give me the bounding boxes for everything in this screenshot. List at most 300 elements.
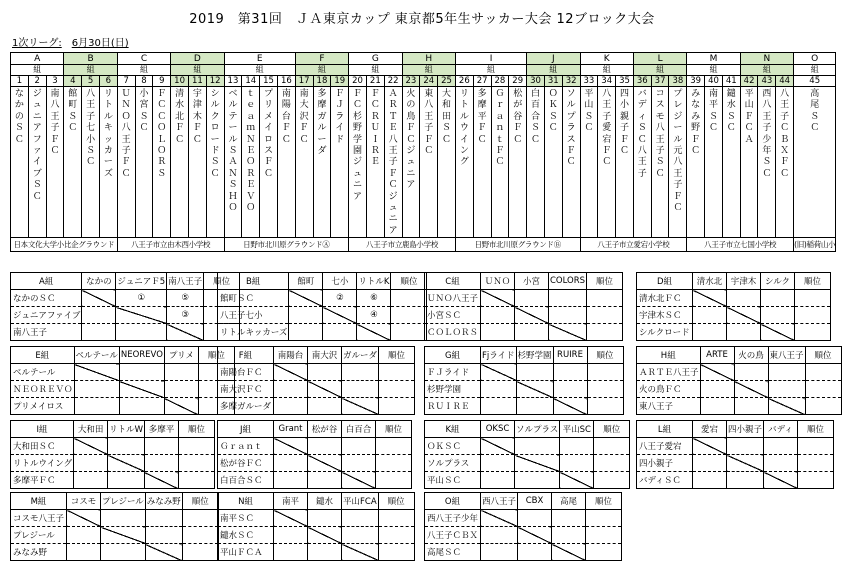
group-kumi: 組 — [224, 65, 295, 76]
league-col-head: Fjライド — [481, 347, 517, 364]
rank-cell — [805, 381, 841, 398]
league-row — [218, 455, 412, 472]
team-name: Ｇｒａｎｔ ＦＣ — [495, 89, 514, 168]
match-cell — [518, 544, 552, 561]
diagonal-cell — [164, 398, 198, 415]
rank-cell — [805, 398, 841, 415]
league-col-head: ベルテール — [74, 347, 119, 364]
league-row — [11, 381, 235, 398]
team-number: 14 — [242, 76, 260, 87]
team-name: 大和田ＳＣ — [442, 89, 452, 145]
league-col-head: ガルーダ — [342, 347, 379, 364]
group-letter: H — [402, 53, 455, 65]
league-row — [11, 455, 215, 472]
league-row — [218, 307, 427, 324]
group-letter: B — [64, 53, 117, 65]
match-cell — [553, 364, 587, 381]
rank-cell — [391, 307, 427, 324]
diagonal-cell — [74, 438, 108, 455]
diagonal-cell — [481, 290, 515, 307]
venue-row — [11, 238, 836, 252]
league-row-team: 四小親子 — [637, 455, 693, 472]
rank-cell — [379, 381, 415, 398]
league-row — [637, 290, 831, 307]
team-number: 31 — [544, 76, 562, 87]
match-cell — [552, 527, 586, 544]
league-col-head: 平山SC — [560, 421, 594, 438]
group-kumi: 組 — [349, 65, 402, 76]
rank-head: 順位 — [586, 493, 622, 510]
team-name: 八王子ＣＢＸＦＣ — [780, 89, 790, 179]
league-label: J組 — [218, 421, 274, 438]
team-number: 11 — [188, 76, 206, 87]
team-name: ＵＮＯ八王子ＦＣ — [121, 89, 131, 179]
match-cell — [82, 324, 116, 341]
league-row — [11, 290, 240, 307]
team-number: 18 — [313, 76, 331, 87]
match-cell — [308, 544, 342, 561]
league-label: G組 — [425, 347, 481, 364]
match-cell — [515, 290, 549, 307]
rank-cell — [795, 324, 831, 341]
group-kumi: 組 — [687, 65, 740, 76]
league-row — [425, 472, 630, 489]
match-cell — [764, 455, 798, 472]
match-cell: ③ — [167, 307, 204, 324]
league-row-team: ＣＯＬＯＲＳ — [425, 324, 481, 341]
league-row-team: 南大沢ＦＣ — [218, 381, 274, 398]
match-cell — [734, 398, 768, 415]
match-cell — [308, 364, 342, 381]
rank-head: 順位 — [805, 347, 841, 364]
team-number: 38 — [669, 76, 687, 87]
match-cell — [481, 307, 515, 324]
team-number: 32 — [562, 76, 580, 87]
league-header-row — [218, 273, 427, 290]
diagonal-cell — [481, 438, 515, 455]
league-row-team: 火の鳥ＦＣ — [637, 381, 701, 398]
league-row — [11, 307, 240, 324]
league-col-head: 南陽台 — [274, 347, 308, 364]
league-label: L組 — [637, 421, 693, 438]
league-row-team: 鑓水ＳＣ — [218, 527, 274, 544]
group-letter: F — [295, 53, 348, 65]
team-name: ＦＣ ＲＵＩＲＥ — [370, 89, 389, 168]
league-row — [637, 381, 842, 398]
team-cell — [794, 87, 836, 238]
diagonal-cell — [167, 324, 204, 341]
league-row — [425, 324, 623, 341]
diagonal-cell — [357, 324, 391, 341]
diagonal-cell — [549, 324, 587, 341]
team-cell — [402, 87, 420, 238]
league-row — [218, 438, 412, 455]
diagonal-cell — [560, 472, 594, 489]
team-name: 平山ＦＣＡ — [744, 89, 754, 145]
group-letter: N — [740, 53, 793, 65]
diagonal-cell — [761, 324, 795, 341]
league-row-team: プリメイロス — [11, 398, 75, 415]
league-header-row — [218, 347, 415, 364]
team-number: 16 — [277, 76, 295, 87]
team-number: 45 — [794, 76, 836, 87]
team-name: プリメイロスＦＣ — [264, 89, 274, 179]
team-name: シルクロードＳＣ — [210, 89, 220, 179]
match-cell — [481, 381, 517, 398]
team-name: 南大沢ＦＣ — [299, 89, 309, 145]
match-cell — [274, 527, 308, 544]
match-cell — [108, 438, 145, 455]
diagonal-cell — [516, 381, 553, 398]
league-table-c — [424, 272, 623, 341]
team-name: 白百合ＳＣ — [531, 89, 541, 145]
league-row — [425, 381, 624, 398]
league-row — [11, 324, 240, 341]
match-cell: ⑤ — [167, 290, 204, 307]
league-col-head: 西八王子 — [481, 493, 518, 510]
team-name: みなみ野ＦＣ — [691, 89, 701, 157]
league-col-head: 宇津木 — [727, 273, 761, 290]
league-label: M組 — [11, 493, 67, 510]
league-row-team: なかのＳＣ — [11, 290, 82, 307]
team-cell — [135, 87, 153, 238]
league-label: D組 — [637, 273, 693, 290]
league-col-head: ジュニアＦ5 — [116, 273, 167, 290]
league-row — [218, 398, 415, 415]
match-cell — [82, 307, 116, 324]
team-name: リトルウイング — [459, 89, 469, 168]
league-col-head: 館町 — [289, 273, 323, 290]
league-table-o — [424, 492, 622, 561]
team-name: プレジール元八王子ＦＣ — [673, 89, 683, 214]
league-label: 1次リーグ: — [12, 38, 62, 49]
league-col-head: 鑓水 — [308, 493, 342, 510]
diagonal-cell — [145, 544, 182, 561]
league-col-head: 多摩平 — [144, 421, 178, 438]
match-cell — [549, 290, 587, 307]
team-number: 26 — [455, 76, 473, 87]
league-col-head: なかの — [82, 273, 116, 290]
match-cell — [74, 381, 119, 398]
rank-cell — [182, 544, 218, 561]
league-row — [218, 364, 415, 381]
match-cell — [552, 510, 586, 527]
rank-cell — [376, 438, 412, 455]
match-cell — [274, 472, 308, 489]
diagonal-cell — [700, 364, 734, 381]
rank-cell — [586, 544, 622, 561]
league-table-h — [636, 346, 842, 415]
match-cell — [764, 438, 798, 455]
league-col-head: 杉野学園 — [516, 347, 553, 364]
league-row — [425, 398, 624, 415]
group-kumi: 組 — [171, 65, 224, 76]
match-cell — [289, 307, 323, 324]
match-cell — [342, 527, 379, 544]
league-label: K組 — [425, 421, 481, 438]
rank-head: 順位 — [378, 493, 414, 510]
rank-cell — [379, 364, 415, 381]
match-cell — [274, 381, 308, 398]
match-cell — [101, 510, 146, 527]
group-kumi: 組 — [64, 65, 117, 76]
team-name: 鑓水ＳＣ — [726, 89, 736, 134]
team-name: ジュニアファイブＳＣ — [32, 89, 42, 202]
team-number: 27 — [473, 76, 491, 87]
match-cell — [481, 544, 518, 561]
team-cell — [455, 87, 473, 238]
group-kumi: 組 — [633, 65, 686, 76]
venue-name: 八王子市立由木西小学校 — [117, 238, 224, 252]
league-label: I組 — [11, 421, 74, 438]
league-table-g — [424, 346, 624, 415]
team-cell — [633, 87, 651, 238]
match-cell — [481, 472, 515, 489]
team-name: ベルテールＳＡＮＳＨＯ — [228, 89, 238, 214]
match-cell — [145, 510, 182, 527]
match-cell — [515, 438, 560, 455]
match-cell — [74, 455, 108, 472]
team-name: 多摩ガルーダ — [317, 89, 327, 157]
group-letter: K — [580, 53, 633, 65]
team-number: 25 — [438, 76, 456, 87]
team-cell — [740, 87, 758, 238]
rank-cell — [587, 290, 623, 307]
diagonal-cell — [553, 398, 587, 415]
rank-cell — [376, 455, 412, 472]
rank-cell — [178, 438, 214, 455]
match-cell — [342, 438, 376, 455]
league-row-team: 杉野学園 — [425, 381, 481, 398]
team-cell — [687, 87, 705, 238]
league-row — [637, 438, 834, 455]
venue-name: 日本文化大学小比企グラウンド — [11, 238, 118, 252]
league-table-a — [10, 272, 240, 341]
group-kumi: 組 — [740, 65, 793, 76]
league-row-team: ＡＲＴＥ八王子 — [637, 364, 701, 381]
rank-cell — [594, 438, 630, 455]
match-cell — [727, 438, 764, 455]
league-row-team: Ｇｒａｎｔ — [218, 438, 274, 455]
group-kumi: 組 — [295, 65, 348, 76]
league-row — [425, 455, 630, 472]
league-row-team: リトルウイング — [11, 455, 74, 472]
league-row-team: ＦＪライド — [425, 364, 481, 381]
match-cell — [727, 472, 764, 489]
match-cell — [74, 398, 119, 415]
rank-cell — [795, 307, 831, 324]
diagonal-cell — [768, 398, 805, 415]
team-name: 松が谷ＦＣ — [513, 89, 523, 145]
team-number: 43 — [758, 76, 776, 87]
diagonal-cell — [481, 364, 517, 381]
team-number: 22 — [384, 76, 402, 87]
rank-cell — [795, 290, 831, 307]
league-col-head: プリメ — [164, 347, 198, 364]
match-cell — [515, 324, 549, 341]
team-name: 八王子七小ＳＣ — [86, 89, 96, 168]
rank-cell — [586, 510, 622, 527]
group-letter: I — [455, 53, 526, 65]
league-col-head: 小宮 — [515, 273, 549, 290]
match-cell — [274, 398, 308, 415]
match-cell — [119, 398, 164, 415]
diagonal-cell — [342, 472, 376, 489]
group-letter: G — [349, 53, 402, 65]
league-col-head: ソルプラス — [515, 421, 560, 438]
league-row — [11, 472, 215, 489]
match-cell — [67, 544, 101, 561]
group-letter-row — [11, 53, 836, 65]
league-row — [425, 290, 623, 307]
diagonal-cell — [323, 307, 357, 324]
league-row — [637, 398, 842, 415]
league-row — [637, 364, 842, 381]
diagonal-cell — [116, 307, 167, 324]
league-header-row — [11, 493, 219, 510]
league-header-row — [425, 493, 622, 510]
league-row-team: 平山ＳＣ — [425, 472, 481, 489]
rank-cell — [378, 527, 414, 544]
league-col-head: 東八王子 — [768, 347, 805, 364]
group-kumi: 組 — [11, 65, 64, 76]
team-number: 36 — [633, 76, 651, 87]
rank-cell — [182, 510, 218, 527]
team-cell — [349, 87, 367, 238]
league-row-team: 南陽台ＦＣ — [218, 364, 274, 381]
league-col-head: 白百合 — [342, 421, 376, 438]
team-number: 12 — [206, 76, 224, 87]
league-header-row — [637, 421, 834, 438]
league-row — [11, 527, 219, 544]
diagonal-cell — [693, 290, 727, 307]
league-row — [11, 398, 235, 415]
team-cell — [473, 87, 491, 238]
diagonal-cell — [67, 510, 101, 527]
team-number: 5 — [82, 76, 100, 87]
league-col-head: CBX — [518, 493, 552, 510]
league-row-team: 小宮ＳＣ — [425, 307, 481, 324]
team-number: 21 — [366, 76, 384, 87]
match-cell — [67, 527, 101, 544]
team-name: 清水北ＦＣ — [175, 89, 185, 145]
league-header-row — [637, 273, 831, 290]
match-cell — [768, 381, 805, 398]
league-col-head: みなみ野 — [145, 493, 182, 510]
match-cell — [768, 364, 805, 381]
match-cell — [481, 324, 515, 341]
league-row — [11, 544, 219, 561]
league-row — [425, 438, 630, 455]
league-col-head: リトルW — [108, 421, 145, 438]
team-name: なかのＳＣ — [14, 89, 24, 145]
team-name: 四小親子ＦＣ — [619, 89, 629, 157]
group-kumi: 組 — [455, 65, 526, 76]
team-number: 8 — [135, 76, 153, 87]
rank-head: 順位 — [379, 347, 415, 364]
group-letter: O — [794, 53, 836, 65]
league-row-team: 清水北ＦＣ — [637, 290, 693, 307]
league-col-head: 大和田 — [74, 421, 108, 438]
match-cell: ④ — [357, 307, 391, 324]
diagonal-cell — [274, 438, 308, 455]
team-number: 6 — [99, 76, 117, 87]
league-row-team: 宇津木ＳＣ — [637, 307, 693, 324]
team-name: ＦＣ ＣＯＬＯＲＳ — [157, 89, 176, 179]
team-cell — [776, 87, 794, 238]
team-number-row — [11, 76, 836, 87]
rank-cell — [391, 290, 427, 307]
league-row-team: プレジール — [11, 527, 67, 544]
diagonal-cell — [274, 510, 308, 527]
team-name: コスモ八王子ＳＣ — [655, 89, 665, 179]
diagonal-cell — [308, 527, 342, 544]
league-table-l — [636, 420, 834, 489]
team-cell — [509, 87, 527, 238]
match-cell: ⑥ — [357, 290, 391, 307]
team-cell — [28, 87, 46, 238]
match-cell — [274, 544, 308, 561]
league-header-row — [425, 421, 630, 438]
diagonal-cell — [119, 381, 164, 398]
group-letter: A — [11, 53, 64, 65]
match-cell — [342, 510, 379, 527]
league-table-d — [636, 272, 831, 341]
rank-cell — [798, 455, 834, 472]
diagonal-cell — [727, 455, 764, 472]
league-row-team: 松が谷ＦＣ — [218, 455, 274, 472]
page-title: 2019 第31回 ＪＡ東京カップ 東京都5年生サッカー大会 12ブロック大会 — [189, 12, 655, 27]
match-cell — [516, 398, 553, 415]
rank-cell — [594, 455, 630, 472]
diagonal-cell — [734, 381, 768, 398]
match-cell — [481, 455, 515, 472]
league-row-team: 多摩ガルーダ — [218, 398, 274, 415]
diagonal-cell — [342, 398, 379, 415]
group-kumi-row — [11, 65, 836, 76]
team-name: ＯＫＳＣ — [548, 89, 558, 134]
team-cell — [117, 87, 135, 238]
match-cell — [342, 364, 379, 381]
league-row-team: 多摩平ＦＣ — [11, 472, 74, 489]
diagonal-cell — [101, 527, 146, 544]
league-row — [425, 527, 622, 544]
team-cell — [46, 87, 64, 238]
league-row — [637, 324, 831, 341]
team-name: 火の鳥ＦＣジュニア — [406, 89, 416, 191]
diagonal-cell — [74, 364, 119, 381]
team-cell — [153, 87, 176, 238]
league-table-b — [217, 272, 427, 341]
league-row-team: ＵＮＯ八王子 — [425, 290, 481, 307]
rank-cell — [378, 510, 414, 527]
team-cell — [82, 87, 100, 238]
league-label: H組 — [637, 347, 701, 364]
match-cell — [308, 472, 342, 489]
league-col-head: 南大沢 — [308, 347, 342, 364]
team-number: 23 — [402, 76, 420, 87]
match-cell — [274, 455, 308, 472]
team-cell — [438, 87, 456, 238]
match-cell — [518, 510, 552, 527]
rank-cell — [587, 398, 623, 415]
league-row-team: 八王子愛宕 — [637, 438, 693, 455]
league-col-head: 愛宕 — [693, 421, 727, 438]
team-name: 多摩平ＦＣ — [477, 89, 487, 145]
league-row-team: 館町ＳＣ — [218, 290, 289, 307]
league-row-team: コスモ八王子 — [11, 510, 67, 527]
rank-cell — [378, 544, 414, 561]
